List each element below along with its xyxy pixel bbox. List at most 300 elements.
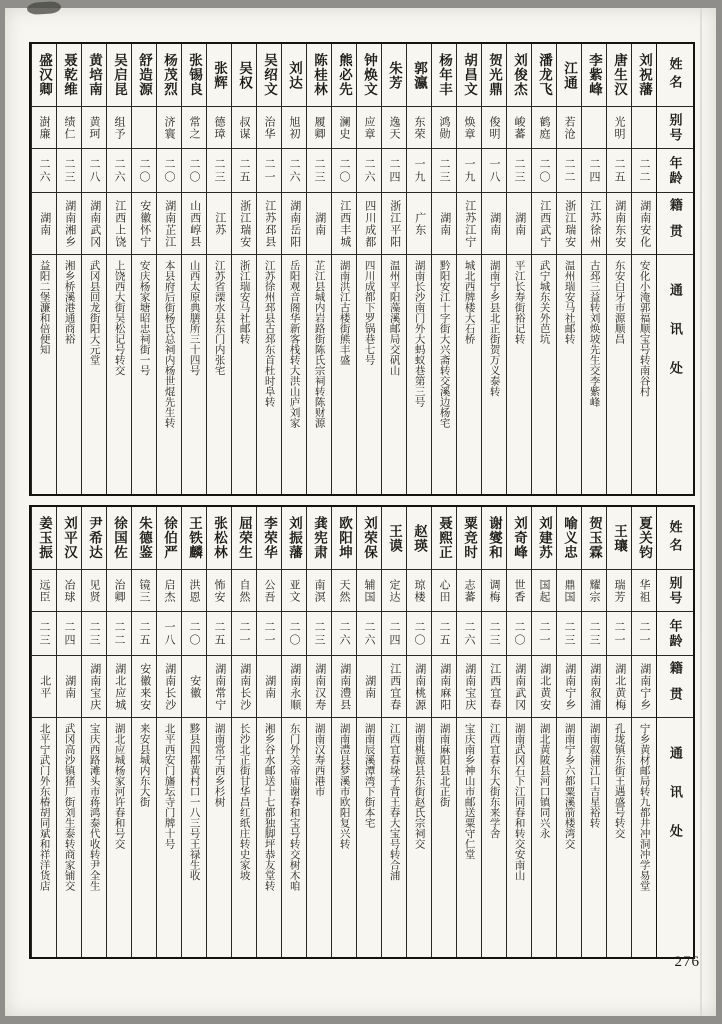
person-address: 宝庆西路滩头市蒋鸿泰代收转尹全生 bbox=[82, 717, 106, 957]
person-alias: 冶球 bbox=[57, 569, 81, 611]
person-name: 谢燮和 bbox=[487, 516, 502, 560]
person-age: 二三 bbox=[82, 611, 106, 655]
person-native: 湖南叙浦 bbox=[582, 655, 606, 717]
person-column bbox=[306, 507, 331, 957]
person-native: 湖南芷江 bbox=[157, 192, 181, 254]
person-address: 湖南麻阳县北正街 bbox=[432, 717, 456, 957]
person-native: 江西丰城 bbox=[332, 192, 356, 254]
person-age: 二六 bbox=[282, 148, 306, 192]
person-age: 二五 bbox=[232, 148, 256, 192]
person-age: 一八 bbox=[157, 611, 181, 655]
header-name: 姓名 bbox=[667, 520, 683, 556]
person-alias: 光明 bbox=[607, 106, 631, 148]
person-column bbox=[506, 507, 531, 957]
person-column bbox=[106, 44, 131, 494]
person-column bbox=[56, 44, 81, 494]
person-column bbox=[481, 507, 506, 957]
person-column bbox=[556, 507, 581, 957]
person-column bbox=[381, 44, 406, 494]
person-native: 山西崞县 bbox=[182, 192, 206, 254]
person-alias: 治卿 bbox=[107, 569, 131, 611]
person-address: 湖南叙浦江口吉星裕转 bbox=[582, 717, 606, 957]
person-column bbox=[556, 44, 581, 494]
person-name: 欧阳坤 bbox=[337, 516, 352, 560]
person-name: 粟竞时 bbox=[462, 516, 477, 560]
person-native: 江西上饶 bbox=[107, 192, 131, 254]
person-address: 武冈高沙镇猪厂街刘生泰转商家铺交 bbox=[57, 717, 81, 957]
person-address: 温州平阳藻溪邮局交矾山 bbox=[382, 254, 406, 494]
person-native: 湖南武冈 bbox=[507, 655, 531, 717]
person-age: 二〇 bbox=[332, 148, 356, 192]
person-name: 胡昌文 bbox=[462, 53, 477, 97]
person-column bbox=[156, 507, 181, 957]
person-alias: 叔谋 bbox=[232, 106, 256, 148]
person-column bbox=[356, 507, 381, 957]
person-native: 湖南汉寿 bbox=[307, 655, 331, 717]
person-alias: 天然 bbox=[332, 569, 356, 611]
person-name: 聂乾维 bbox=[62, 53, 77, 97]
person-native: 湖南桃源 bbox=[407, 655, 431, 717]
person-native: 湖北黄安 bbox=[532, 655, 556, 717]
person-alias: 镜三 bbox=[132, 569, 156, 611]
page-number: 276 bbox=[674, 954, 700, 970]
person-address: 湖南洪江古楼街熊丰盛 bbox=[332, 254, 356, 494]
person-name: 刘祝藩 bbox=[637, 53, 652, 97]
person-name: 喻义忠 bbox=[562, 516, 577, 560]
person-age: 二六 bbox=[332, 611, 356, 655]
header-native: 籍贯 bbox=[657, 192, 693, 254]
person-address: 来安县城内东大街 bbox=[132, 717, 156, 957]
person-alias: 鸿勋 bbox=[432, 106, 456, 148]
person-name: 舒造源 bbox=[137, 53, 152, 97]
person-address: 浙江瑞安马社邮转 bbox=[232, 254, 256, 494]
person-name: 郭瀛 bbox=[412, 60, 427, 90]
person-name: 王铁麟 bbox=[187, 516, 202, 560]
person-name: 屈荣生 bbox=[237, 516, 252, 560]
person-alias: 定达 bbox=[382, 569, 406, 611]
person-name: 姜玉振 bbox=[37, 516, 52, 560]
person-column bbox=[481, 44, 506, 494]
person-name: 吴权 bbox=[237, 60, 252, 90]
person-column bbox=[606, 507, 631, 957]
person-age: 二一 bbox=[232, 611, 256, 655]
person-alias: 绩仁 bbox=[57, 106, 81, 148]
person-age: 一九 bbox=[457, 148, 481, 192]
person-age: 二一 bbox=[257, 148, 281, 192]
person-age: 一九 bbox=[407, 148, 431, 192]
person-native: 湖南武冈 bbox=[82, 192, 106, 254]
person-column bbox=[181, 507, 206, 957]
person-name: 盛汉卿 bbox=[37, 53, 52, 97]
person-address: 湖南汉寿西港市 bbox=[307, 717, 331, 957]
person-age: 二三 bbox=[582, 611, 606, 655]
person-age: 二一 bbox=[532, 611, 556, 655]
person-age: 二〇 bbox=[157, 148, 181, 192]
person-column bbox=[331, 507, 356, 957]
person-age: 二二 bbox=[557, 148, 581, 192]
person-address: 东安白牙市源顺昌 bbox=[607, 254, 631, 494]
person-alias: 焕章 bbox=[457, 106, 481, 148]
person-alias: 志蕃 bbox=[457, 569, 481, 611]
person-name: 吴启昆 bbox=[112, 53, 127, 97]
person-address: 平江长寿街裕记转 bbox=[507, 254, 531, 494]
person-column bbox=[256, 44, 281, 494]
person-age: 二二 bbox=[632, 148, 656, 192]
person-address: 湖南宁乡县北正街贺万义泰转 bbox=[482, 254, 506, 494]
person-alias: 鹤庭 bbox=[532, 106, 556, 148]
person-alias: 国起 bbox=[532, 569, 556, 611]
person-native: 湖南宁乡 bbox=[557, 655, 581, 717]
person-name: 徐伯严 bbox=[162, 516, 177, 560]
person-age: 二四 bbox=[382, 611, 406, 655]
person-age: 二三 bbox=[432, 148, 456, 192]
person-column bbox=[431, 44, 456, 494]
person-address: 湖南常宁西乡杉树 bbox=[207, 717, 231, 957]
person-alias: 亚文 bbox=[282, 569, 306, 611]
table-header-column bbox=[656, 44, 693, 494]
person-age: 二〇 bbox=[407, 611, 431, 655]
person-native: 湖南 bbox=[32, 192, 56, 254]
person-column bbox=[31, 44, 56, 494]
person-address: 黟县四都黄村口一八三号王禄生收 bbox=[182, 717, 206, 957]
header-native: 籍贯 bbox=[657, 655, 693, 717]
person-name: 夏关钧 bbox=[637, 516, 652, 560]
person-age: 二〇 bbox=[182, 611, 206, 655]
person-age: 二三 bbox=[207, 148, 231, 192]
person-address: 山西太原典膳所三十四号 bbox=[182, 254, 206, 494]
person-name: 刘平汉 bbox=[62, 516, 77, 560]
person-age: 二五 bbox=[207, 611, 231, 655]
person-name: 吴绍文 bbox=[262, 53, 277, 97]
person-column bbox=[356, 44, 381, 494]
person-name: 陈桂林 bbox=[312, 53, 327, 97]
person-native: 湖北应城 bbox=[107, 655, 131, 717]
people-columns-top bbox=[31, 44, 656, 494]
person-alias: 应章 bbox=[357, 106, 381, 148]
person-address: 本县府后街杨氏总祠内杨世焜先生转 bbox=[157, 254, 181, 494]
person-alias: 心田 bbox=[432, 569, 456, 611]
person-age: 二五 bbox=[132, 611, 156, 655]
person-native: 湖南常宁 bbox=[207, 655, 231, 717]
person-native: 湖南岳阳 bbox=[282, 192, 306, 254]
person-address: 宁乡黄材邮局转九都井冲洞冲学易堂 bbox=[632, 717, 656, 957]
person-alias: 调梅 bbox=[482, 569, 506, 611]
person-native: 北平 bbox=[32, 655, 56, 717]
person-age: 二四 bbox=[57, 611, 81, 655]
person-native: 江苏邳县 bbox=[257, 192, 281, 254]
person-column bbox=[381, 507, 406, 957]
person-alias: 世香 bbox=[507, 569, 531, 611]
person-native: 广东 bbox=[407, 192, 431, 254]
person-age: 二五 bbox=[607, 148, 631, 192]
person-native: 湖南长沙 bbox=[232, 655, 256, 717]
header-alias: 别号 bbox=[657, 106, 693, 148]
person-alias: 旭初 bbox=[282, 106, 306, 148]
person-name: 贺光鼎 bbox=[487, 53, 502, 97]
person-name: 刘达 bbox=[287, 60, 302, 90]
person-alias: 组予 bbox=[107, 106, 131, 148]
person-native: 湖南长沙 bbox=[157, 655, 181, 717]
person-native: 江苏江宁 bbox=[457, 192, 481, 254]
person-alias: 澜史 bbox=[332, 106, 356, 148]
person-address: 湖南澧县梦溪市欧阳复兴转 bbox=[332, 717, 356, 957]
person-native: 四川成都 bbox=[357, 192, 381, 254]
person-name: 李紫峰 bbox=[587, 53, 602, 97]
scan-smudge bbox=[27, 1, 62, 15]
person-alias: 常之 bbox=[182, 106, 206, 148]
person-address: 武宁城东关外芭坑 bbox=[532, 254, 556, 494]
person-alias: 洪恩 bbox=[182, 569, 206, 611]
person-name: 朱芳 bbox=[387, 60, 402, 90]
person-address: 益阳二堡濂和倍便知 bbox=[32, 254, 56, 494]
person-address: 湘乡谷水邮送十七都独脚坪恭友堂转 bbox=[257, 717, 281, 957]
person-name: 杨年丰 bbox=[437, 53, 452, 97]
person-address: 北平西安门旛坛寺门牌十号 bbox=[157, 717, 181, 957]
person-age: 二〇 bbox=[507, 611, 531, 655]
person-column bbox=[181, 44, 206, 494]
person-column bbox=[31, 507, 56, 957]
table-header-column bbox=[656, 507, 693, 957]
person-native: 浙江瑞安 bbox=[557, 192, 581, 254]
person-column bbox=[206, 44, 231, 494]
person-address: 四川成都下罗锅巷七号 bbox=[357, 254, 381, 494]
person-alias: 怖安 bbox=[207, 569, 231, 611]
person-native: 湖南 bbox=[57, 655, 81, 717]
person-alias: 鼎国 bbox=[557, 569, 581, 611]
person-age: 二三 bbox=[507, 148, 531, 192]
header-address: 通讯处 bbox=[657, 254, 693, 494]
person-address: 湖南宁乡六都粟溪箭楼湾交 bbox=[557, 717, 581, 957]
person-column bbox=[81, 507, 106, 957]
person-native: 湖南永顺 bbox=[282, 655, 306, 717]
person-address: 湖南辰溪潭湾下街本宅 bbox=[357, 717, 381, 957]
person-column bbox=[56, 507, 81, 957]
header-age: 年龄 bbox=[657, 148, 693, 192]
person-address: 宝庆南乡神山市邮送粟守仁堂 bbox=[457, 717, 481, 957]
person-age: 二三 bbox=[307, 611, 331, 655]
person-name: 贺玉霖 bbox=[587, 516, 602, 560]
person-alias: 琼楼 bbox=[407, 569, 431, 611]
person-name: 张松林 bbox=[212, 516, 227, 560]
person-name: 龚宪肃 bbox=[312, 516, 327, 560]
person-name: 唐生汉 bbox=[612, 53, 627, 97]
person-alias: 治华 bbox=[257, 106, 281, 148]
person-age: 二〇 bbox=[182, 148, 206, 192]
person-address: 安化小淹郭福顺宝号转南谷村 bbox=[632, 254, 656, 494]
person-age: 二一 bbox=[257, 611, 281, 655]
person-alias: 东荣 bbox=[407, 106, 431, 148]
person-column bbox=[406, 507, 431, 957]
person-name: 刘振藩 bbox=[287, 516, 302, 560]
person-age: 二〇 bbox=[132, 148, 156, 192]
person-native: 湖南麻阳 bbox=[432, 655, 456, 717]
person-native: 江苏徐州 bbox=[582, 192, 606, 254]
person-column bbox=[231, 507, 256, 957]
person-native: 江苏 bbox=[207, 192, 231, 254]
person-name: 李荣华 bbox=[262, 516, 277, 560]
person-age: 二五 bbox=[432, 611, 456, 655]
header-alias: 别号 bbox=[657, 569, 693, 611]
person-alias: 德璋 bbox=[207, 106, 231, 148]
person-alias: 公吾 bbox=[257, 569, 281, 611]
person-address: 东门外关帝庙谢春和宝号转交树木咱 bbox=[282, 717, 306, 957]
person-native: 湖南东安 bbox=[607, 192, 631, 254]
person-address: 芷江县城内岩路街陈氏宗祠转陈财源 bbox=[307, 254, 331, 494]
person-name: 熊必先 bbox=[337, 53, 352, 97]
person-age: 二三 bbox=[57, 148, 81, 192]
person-address: 古邳三益转刘焕坡先生交李紫峰 bbox=[582, 254, 606, 494]
person-native: 湖南宝庆 bbox=[82, 655, 106, 717]
person-address: 江苏徐州邳县古邳东首杜时阜转 bbox=[257, 254, 281, 494]
person-name: 聂熙正 bbox=[437, 516, 452, 560]
person-column bbox=[156, 44, 181, 494]
person-age: 二六 bbox=[32, 148, 56, 192]
person-column bbox=[206, 507, 231, 957]
person-column bbox=[631, 507, 656, 957]
person-address: 武冈县回龙街阳大元堂 bbox=[82, 254, 106, 494]
person-column bbox=[331, 44, 356, 494]
person-name: 张辉 bbox=[212, 60, 227, 90]
person-column bbox=[456, 507, 481, 957]
person-column bbox=[631, 44, 656, 494]
person-column bbox=[581, 44, 606, 494]
scanned-page bbox=[5, 8, 716, 1016]
person-column bbox=[256, 507, 281, 957]
page-crease bbox=[700, 8, 702, 1016]
person-name: 赵瑛 bbox=[412, 523, 427, 553]
person-name: 黄培南 bbox=[87, 53, 102, 97]
person-alias: 澍廉 bbox=[32, 106, 56, 148]
person-column bbox=[231, 44, 256, 494]
person-alias: 辅国 bbox=[357, 569, 381, 611]
registry-table-bottom bbox=[29, 505, 695, 959]
person-address: 岳阳观音阁华新客栈转大洪山庐刘家 bbox=[282, 254, 306, 494]
person-name: 王瓖 bbox=[612, 523, 627, 553]
person-age: 二四 bbox=[382, 148, 406, 192]
person-column bbox=[131, 507, 156, 957]
person-native: 浙江平阳 bbox=[382, 192, 406, 254]
person-column bbox=[306, 44, 331, 494]
person-address: 温州瑞安马社邮转 bbox=[557, 254, 581, 494]
person-alias: 瑞芳 bbox=[607, 569, 631, 611]
person-age: 二〇 bbox=[282, 611, 306, 655]
person-age: 二二 bbox=[107, 611, 131, 655]
person-address: 长沙北正街甘华昌红纸庄转史家坡 bbox=[232, 717, 256, 957]
person-age: 二〇 bbox=[532, 148, 556, 192]
person-alias: 若沧 bbox=[557, 106, 581, 148]
person-address: 江苏省溧水县东门内张宅 bbox=[207, 254, 231, 494]
person-age: 二三 bbox=[307, 148, 331, 192]
person-name: 刘建苏 bbox=[537, 516, 552, 560]
person-alias bbox=[632, 106, 656, 148]
person-alias: 南溟 bbox=[307, 569, 331, 611]
person-age: 二一 bbox=[632, 611, 656, 655]
person-age: 二六 bbox=[357, 611, 381, 655]
person-age: 二四 bbox=[582, 148, 606, 192]
person-name: 王谟 bbox=[387, 523, 402, 553]
person-native: 湖南 bbox=[432, 192, 456, 254]
person-native: 安徽 bbox=[182, 655, 206, 717]
person-native: 湖南宁乡 bbox=[632, 655, 656, 717]
person-column bbox=[606, 44, 631, 494]
person-column bbox=[81, 44, 106, 494]
person-address: 湖南桃源县东街赵氏宗祠交 bbox=[407, 717, 431, 957]
person-native: 湖南 bbox=[507, 192, 531, 254]
person-native: 湖南 bbox=[307, 192, 331, 254]
person-native: 湖南 bbox=[257, 655, 281, 717]
person-alias: 耀宗 bbox=[582, 569, 606, 611]
person-column bbox=[581, 507, 606, 957]
person-alias: 俊明 bbox=[482, 106, 506, 148]
person-column bbox=[281, 507, 306, 957]
person-column bbox=[431, 507, 456, 957]
person-alias: 华祖 bbox=[632, 569, 656, 611]
person-native: 安徽来安 bbox=[132, 655, 156, 717]
people-columns-bottom bbox=[31, 507, 656, 957]
person-alias: 自然 bbox=[232, 569, 256, 611]
person-column bbox=[131, 44, 156, 494]
person-column bbox=[406, 44, 431, 494]
person-name: 刘俊杰 bbox=[512, 53, 527, 97]
person-name: 钟焕文 bbox=[362, 53, 377, 97]
person-age: 二六 bbox=[107, 148, 131, 192]
person-column bbox=[531, 507, 556, 957]
person-address: 安庆杨家塘昭忠祠街一号 bbox=[132, 254, 156, 494]
person-column bbox=[506, 44, 531, 494]
person-native: 江西宜春 bbox=[482, 655, 506, 717]
registry-table-top bbox=[29, 42, 695, 496]
person-name: 朱德鉴 bbox=[137, 516, 152, 560]
person-alias: 济寰 bbox=[157, 106, 181, 148]
person-native: 浙江瑞安 bbox=[232, 192, 256, 254]
person-address: 北平宁武门外东椿胡同斌和祥洋货店 bbox=[32, 717, 56, 957]
person-address: 城北西牌楼大石桥 bbox=[457, 254, 481, 494]
person-native: 湖南澧县 bbox=[332, 655, 356, 717]
person-native: 湖南 bbox=[357, 655, 381, 717]
person-age: 一八 bbox=[482, 148, 506, 192]
person-age: 二一 bbox=[607, 611, 631, 655]
person-address: 黔阳安江十字街大兴斋转交溪边杨宅 bbox=[432, 254, 456, 494]
person-native: 江西宜春 bbox=[382, 655, 406, 717]
person-alias: 黄珂 bbox=[82, 106, 106, 148]
person-name: 潘龙飞 bbox=[537, 53, 552, 97]
person-address: 上饶西大街吴松记号转交 bbox=[107, 254, 131, 494]
person-native: 湖南 bbox=[482, 192, 506, 254]
header-age: 年龄 bbox=[657, 611, 693, 655]
person-address: 湘乡桥溪港通商裕 bbox=[57, 254, 81, 494]
person-alias bbox=[582, 106, 606, 148]
person-address: 孔垅镇东街王遇盛号转交 bbox=[607, 717, 631, 957]
person-address: 江西宜春东大街东来学舍 bbox=[482, 717, 506, 957]
person-column bbox=[281, 44, 306, 494]
person-age: 二三 bbox=[482, 611, 506, 655]
person-age: 二六 bbox=[457, 611, 481, 655]
person-native: 湖北黄梅 bbox=[607, 655, 631, 717]
person-name: 尹希达 bbox=[87, 516, 102, 560]
person-name: 徐国佐 bbox=[112, 516, 127, 560]
person-age: 二三 bbox=[32, 611, 56, 655]
header-name: 姓名 bbox=[667, 57, 683, 93]
person-name: 刘奇峰 bbox=[512, 516, 527, 560]
person-alias: 远臣 bbox=[32, 569, 56, 611]
person-column bbox=[456, 44, 481, 494]
person-native: 江西武宁 bbox=[532, 192, 556, 254]
person-column bbox=[106, 507, 131, 957]
person-alias: 启杰 bbox=[157, 569, 181, 611]
person-address: 湖北黄陂县河口镇同兴永 bbox=[532, 717, 556, 957]
person-name: 刘荣保 bbox=[362, 516, 377, 560]
person-alias bbox=[132, 106, 156, 148]
